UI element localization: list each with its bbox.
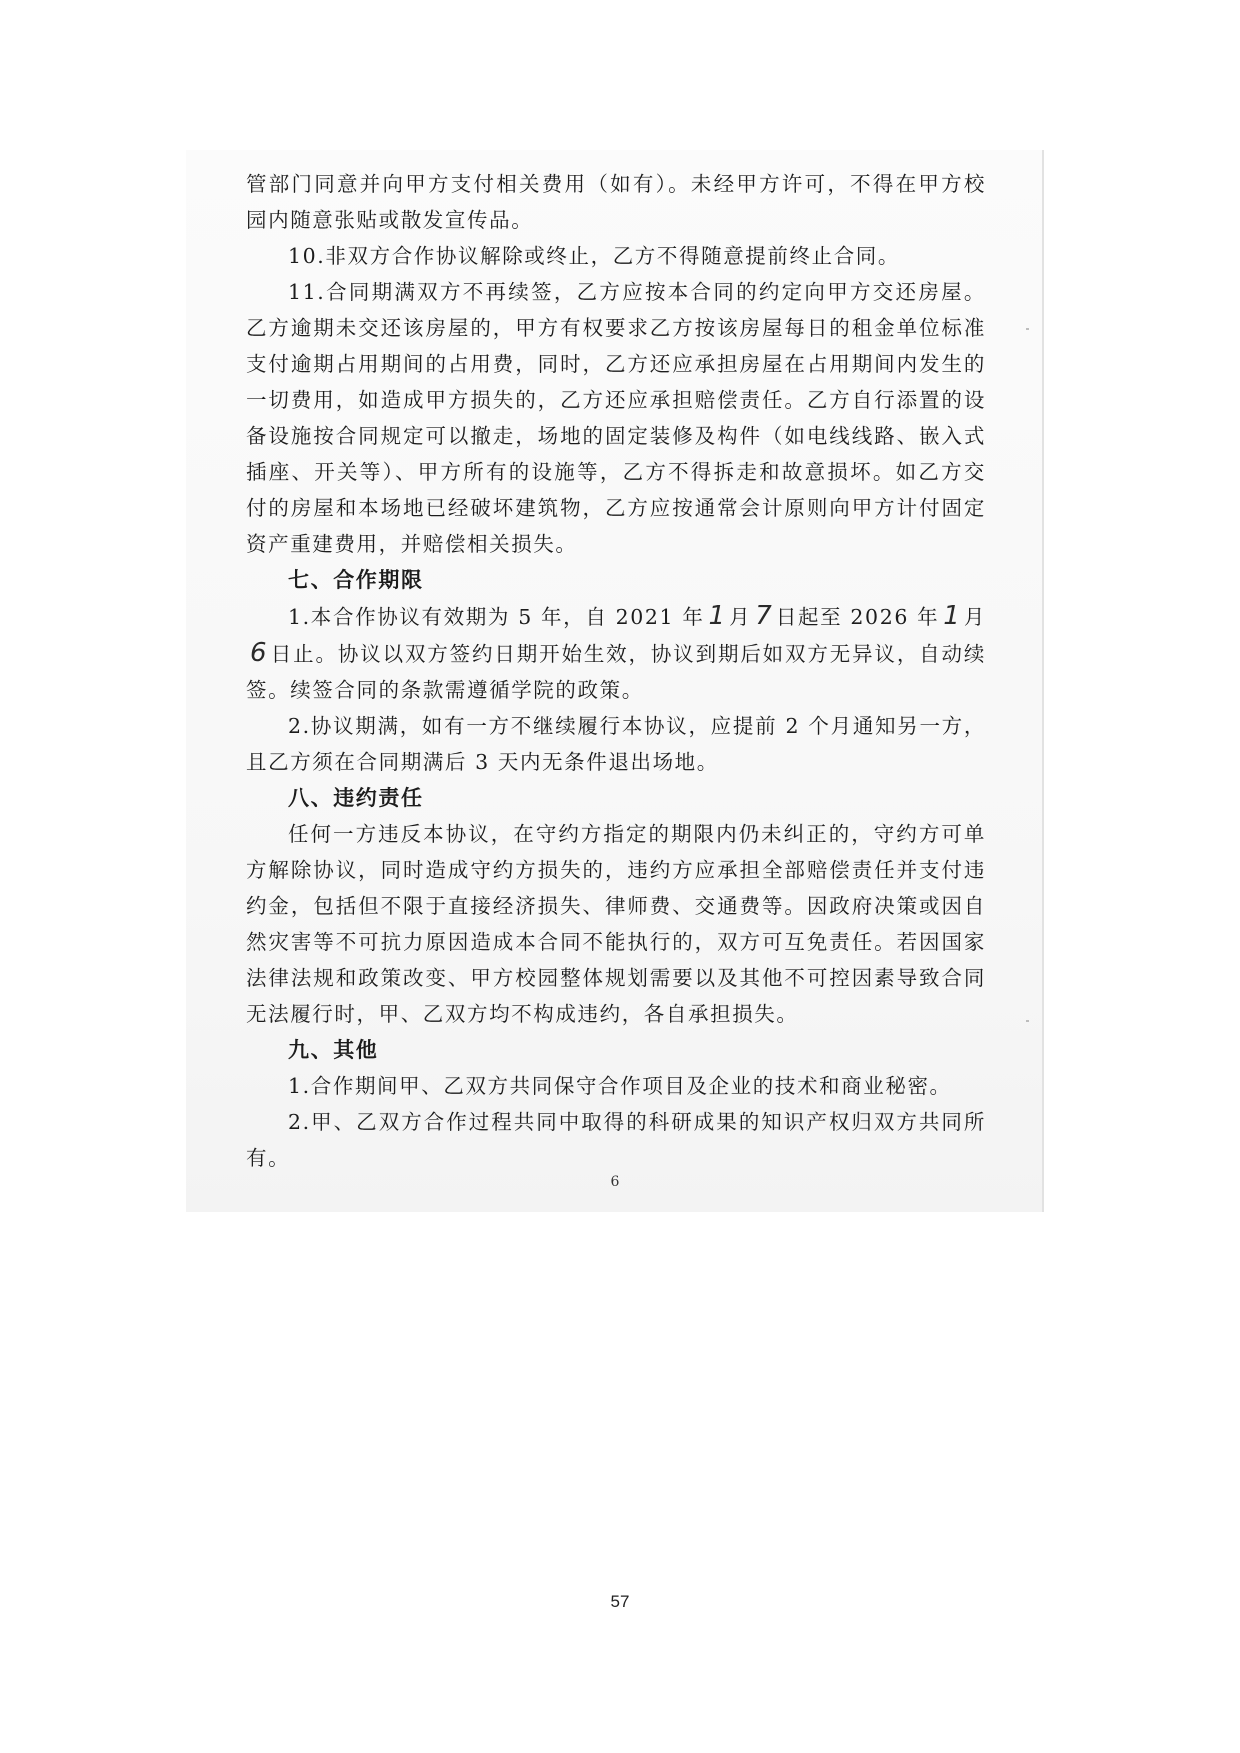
clause-11: 11.合同期满双方不再续签，乙方应按本合同的约定向甲方交还房屋。乙方逾期未交还该房屋的，甲方有权要求乙方按该房屋每日的租金单位标准支付逾期占用期间的占用费，同时，乙方还应承担房屋在占用期间内发生的一切费用，如造成甲方损失的，乙方还应承担赔偿责任。乙方自行添置的设备设施按合同规定可以撤走，场地的固定装修及构件（如电线线路、嵌入式插座、开关等）、甲方所有的设施等，乙方不得拆走和故意损坏。如乙方交付的房屋和本场地已经破坏建筑物，乙方应按通常会计原则向甲方计付固定资产重建费用，并赔偿相关损失。 — [246, 280, 986, 556]
contract-text — [246, 166, 986, 1176]
term-clause-1-suffix: 日止。协议以双方签约日期开始生效，协议到期后如双方无异议，自动续签。续签合同的条款需遵循学院的政策。 — [246, 642, 986, 702]
month-word: 月 — [729, 605, 752, 629]
section-heading-liability: 八、违约责任 — [288, 786, 424, 810]
term-clause-1-mid: 日起至 2026 年 — [775, 605, 940, 629]
term-clause-2: 2.协议期满，如有一方不继续履行本协议，应提前 2 个月通知另一方，且乙方须在合同期满后 3 天内无条件退出场地。 — [246, 714, 986, 774]
scan-speck — [1026, 328, 1029, 330]
liability-paragraph: 任何一方违反本协议，在守约方指定的期限内仍未纠正的，守约方可单方解除协议，同时造成守约方损失的，违约方应承担全部赔偿责任并支付违约金，包括但不限于直接经济损失、律师费、交通费等。因政府决策或因自然灾害等不可抗力原因造成本合同不能执行的，双方可互免责任。若因国家法律法规和政策改变、甲方校园整体规划需要以及其他不可控因素导致合同无法履行时，甲、乙双方均不构成违约，各自承担损失。 — [246, 822, 986, 1026]
term-clause-1-prefix: 1.本合作协议有效期为 5 年，自 2021 年 — [288, 605, 705, 629]
section-heading-term: 七、合作期限 — [288, 568, 424, 592]
handwritten-end-month: 1 — [943, 601, 960, 631]
scanned-page-number: 6 — [610, 1174, 620, 1190]
term-clause-1 — [246, 598, 986, 708]
month-word: 月 — [963, 605, 986, 629]
page-number: 57 — [610, 1592, 630, 1611]
other-clause-2: 2.甲、乙双方合作过程共同中取得的科研成果的知识产权归双方共同所有。 — [246, 1110, 986, 1170]
section-heading-other: 九、其他 — [288, 1038, 379, 1062]
continuation-paragraph: 管部门同意并向甲方支付相关费用（如有）。未经甲方许可，不得在甲方校园内随意张贴或散发宣传品。 — [246, 172, 986, 232]
other-clause-1: 1.合作期间甲、乙双方共同保守合作项目及企业的技术和商业秘密。 — [288, 1074, 952, 1098]
handwritten-start-month: 1 — [708, 601, 726, 631]
handwritten-start-day: 7 — [755, 601, 772, 631]
scan-edge-shadow — [1042, 150, 1044, 1212]
scan-speck — [1026, 1020, 1029, 1022]
handwritten-end-day: 6 — [250, 638, 267, 668]
clause-10: 10.非双方合作协议解除或终止，乙方不得随意提前终止合同。 — [288, 244, 900, 268]
scanned-page — [186, 150, 1044, 1212]
